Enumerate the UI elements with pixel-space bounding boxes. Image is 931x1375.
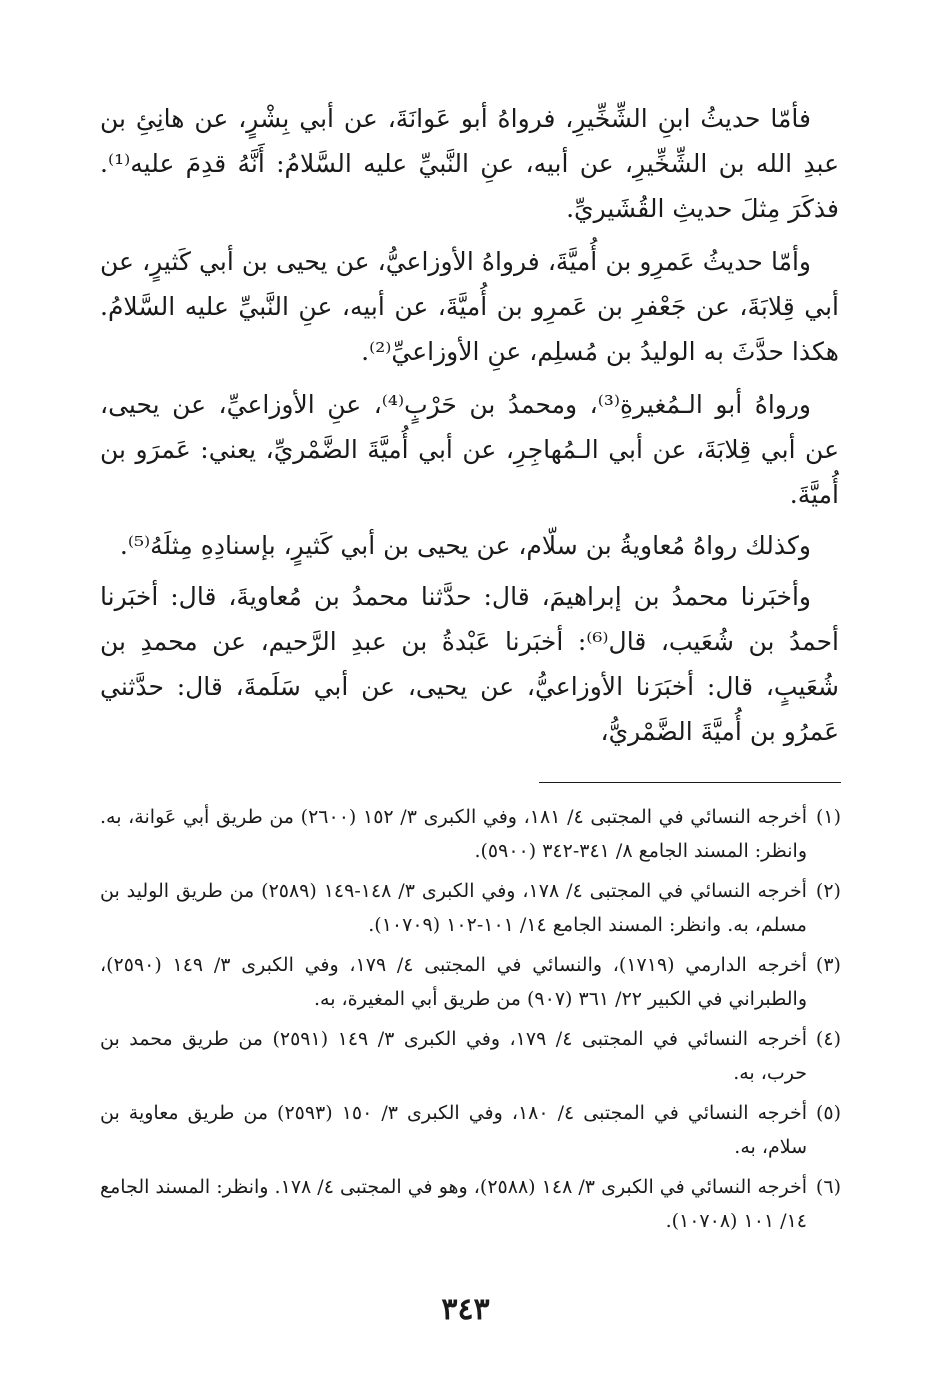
footnote-4 — [100, 1022, 841, 1090]
footnote-text: أخرجه النسائي في المجتبى ٤/ ١٧٨، وفي الكبرى ٣/ ١٤٨-١٤٩ (٢٥٨٩) من طريق الوليد بن مسلم، به. وانظر: المسند الجامع ١٤/ ١٠١-١٠٢ (١٠٧٠٩). — [100, 880, 807, 936]
footnotes-section — [100, 800, 841, 1244]
paragraph-amr-ibn-umayya: وأمّا حديثُ عَمرِو بن أُميَّةَ، فرواهُ الأوزاعيُّ، عن يحيى بن أبي كَثيرٍ، عن أبي قِلابَةَ، عن جَعْفرِ بن عَمرِو بن أُميَّةَ، عن أبيه، عنِ النَّبيِّ عليه السَّلامُ. هكذا حدَّثَ به الوليدُ بن مُسلِم، عنِ الأوزاعيِّ⁽²⁾. — [100, 247, 839, 366]
footnote-text: أخرجه النسائي في المجتبى ٤/ ١٧٩، وفي الكبرى ٣/ ١٤٩ (٢٥٩١) من طريق محمد بن حرب، به. — [100, 1028, 807, 1084]
footnote-2 — [100, 874, 841, 942]
footnote-text: أخرجه النسائي في المجتبى ٤/ ١٨١، وفي الكبرى ٣/ ١٥٢ (٢٦٠٠) من طريق أبي عَوانة، به. وانظر: المسند الجامع ٨/ ٣٤١-٣٤٢ (٥٩٠٠). — [100, 806, 807, 862]
paragraph-muawiya-ibn-sallam: وكذلك رواهُ مُعاويةُ بن سلّام، عن يحيى بن أبي كَثيرٍ، بإسنادِهِ مِثلَهُ⁽⁵⁾. — [119, 531, 811, 560]
footnote-5 — [100, 1096, 841, 1164]
footnote-6 — [100, 1170, 841, 1238]
footnote-text: أخرجه النسائي في الكبرى ٣/ ١٤٨ (٢٥٨٨)، وهو في المجتبى ٤/ ١٧٨. وانظر: المسند الجامع ١٤/ ١٠١ (١٠٧٠٨). — [100, 1176, 807, 1232]
footnote-number: (٥) — [815, 1102, 842, 1124]
footnote-number: (٤) — [815, 1028, 841, 1050]
footnote-1 — [100, 800, 841, 868]
footnote-number: (١) — [815, 806, 841, 828]
main-text-body — [100, 96, 839, 762]
footnote-text: أخرجه النسائي في المجتبى ٤/ ١٨٠، وفي الكبرى ٣/ ١٥٠ (٢٥٩٣) من طريق معاوية بن سلام، به. — [100, 1102, 808, 1158]
footnote-divider — [539, 782, 841, 783]
paragraph-abu-al-mughira: ورواهُ أبو الـمُغيرةِ⁽³⁾، ومحمدُ بن حَرْبٍ⁽⁴⁾، عنِ الأوزاعيِّ، عن يحيى، عن أبي قِلابَةَ، عن أبي الـمُهاجِرِ، عن أبي أُميَّةَ الضَّمْريِّ، يعني: عَمرَو بن أُميَّةَ. — [100, 390, 839, 509]
paragraph-ibn-shikhkhir: فأمّا حديثُ ابنِ الشِّخِّيرِ، فرواهُ أبو عَوانَةَ، عن أبي بِشْرٍ، عن هانِئِ بن عبدِ الله بن الشِّخِّيرِ، عن أبيه، عنِ النَّبيِّ عليه السَّلامُ: أَنَّهُ قدِمَ عليه⁽¹⁾. فذكَرَ مِثلَ حديثِ القُشَيريِّ. — [100, 104, 839, 223]
footnote-3 — [100, 948, 841, 1016]
footnote-number: (٢) — [815, 880, 841, 902]
footnote-number: (٦) — [815, 1176, 841, 1198]
footnote-number: (٣) — [815, 954, 841, 976]
footnote-text: أخرجه الدارمي (١٧١٩)، والنسائي في المجتبى ٤/ ١٧٩، وفي الكبرى ٣/ ١٤٩ (٢٥٩٠)، والطبراني في الكبير ٢٢/ ٣٦١ (٩٠٧) من طريق أبي المغيرة، به. — [100, 954, 807, 1010]
page-number: ٣٤٣ — [441, 1292, 490, 1327]
paragraph-isnad-muhammad-ibn-ibrahim: وأخبَرنا محمدُ بن إبراهيمَ، قال: حدَّثنا محمدُ بن مُعاويةَ، قال: أخبَرنا أحمدُ بن شُعَيب، قال⁽⁶⁾: أخبَرنا عَبْدةُ بن عبدِ الرَّحيم، عن محمدِ بن شُعَيبٍ، قال: أخبَرَنا الأوزاعيُّ، عن يحيى، عن أبي سَلَمةَ، قال: حدَّثني عَمرُو بن أُميَّةَ الضَّمْريُّ، — [100, 582, 839, 746]
